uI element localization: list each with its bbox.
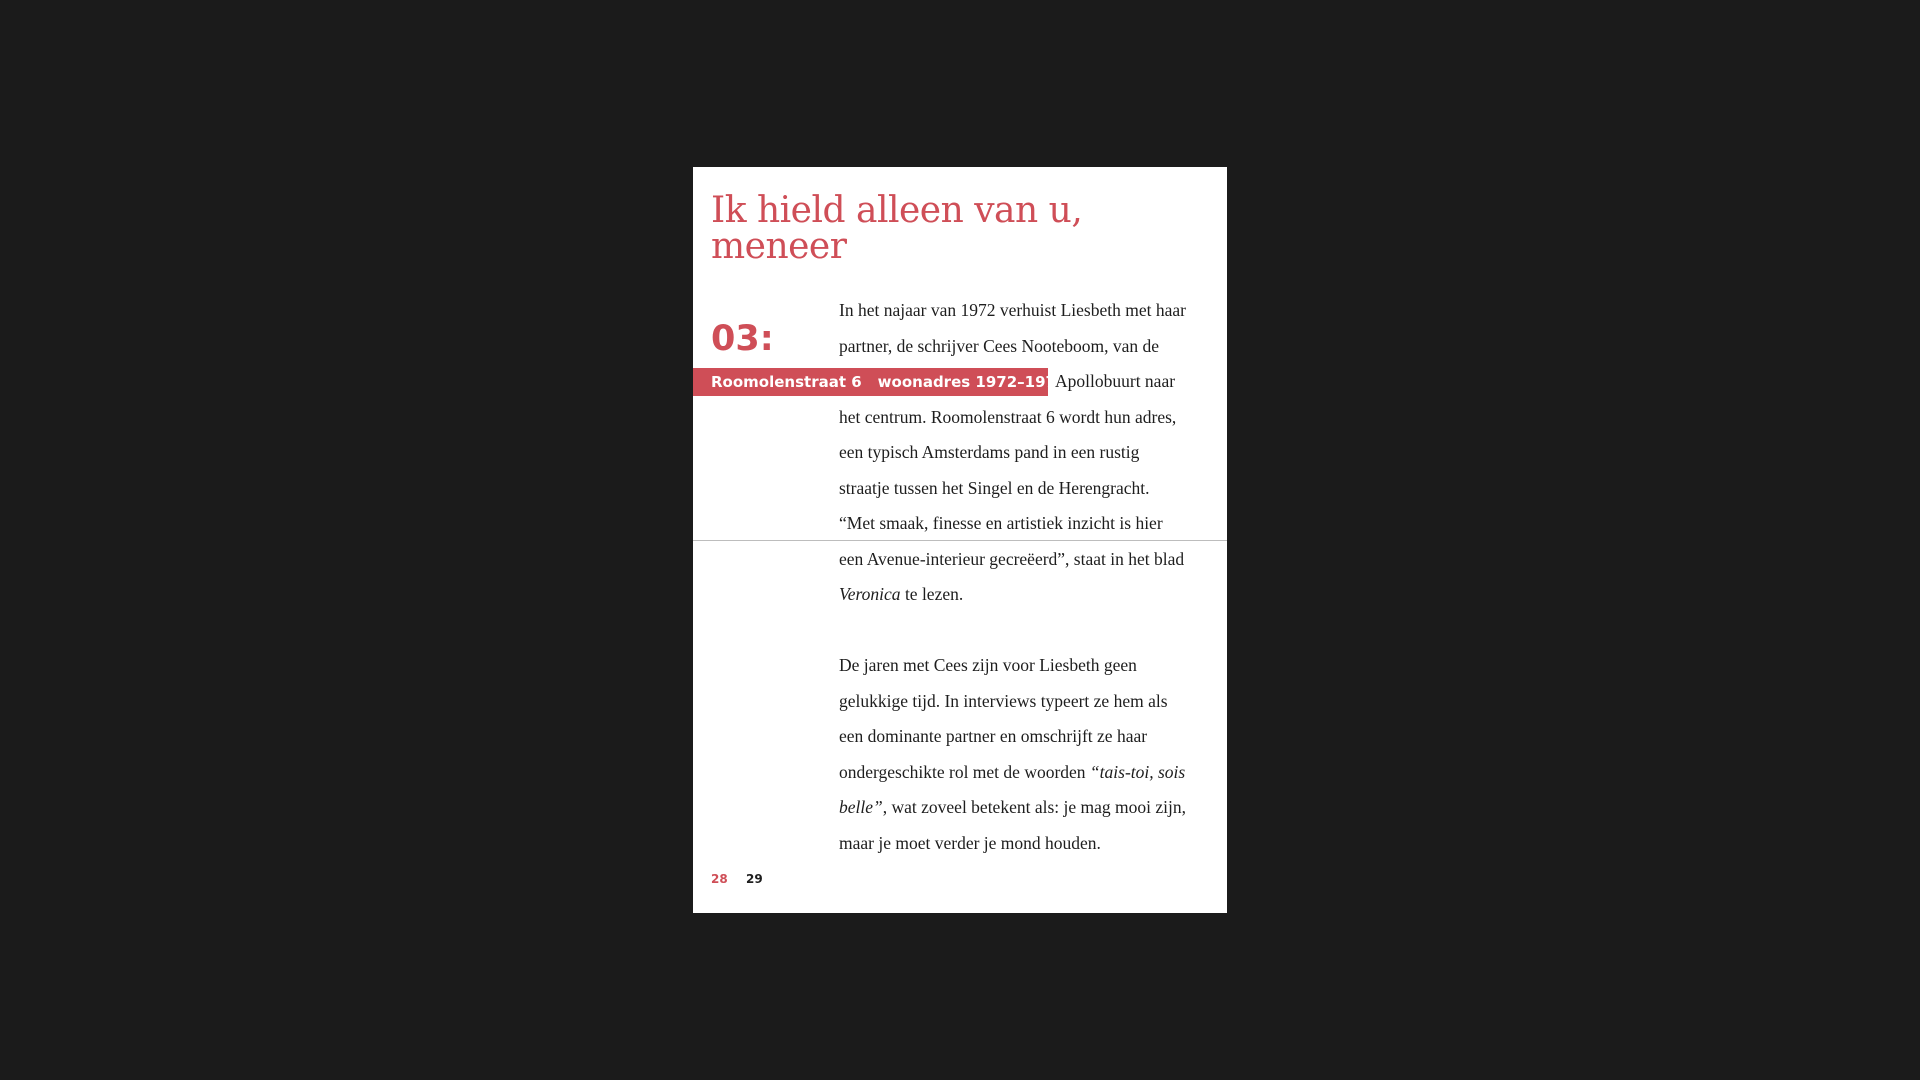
title-line-1: Ik hield alleen van u, — [711, 190, 1083, 231]
body-line: een Avenue-interieur gecreëerd”, staat in het blad — [839, 548, 1185, 569]
page-spread — [693, 167, 1227, 913]
label-street: Roomolenstraat 6 — [711, 373, 862, 391]
body-line: het centrum. Roomolenstraat 6 wordt hun adres, — [839, 406, 1177, 427]
title-line-2: meneer — [711, 226, 847, 267]
page-title — [711, 190, 1211, 267]
label-period: woonadres 1972–1979 — [877, 373, 1067, 391]
body-line: een dominante partner en omschrijft ze haar — [839, 726, 1148, 746]
body-line: “Met smaak, finesse en artistiek inzicht is hier — [839, 513, 1163, 533]
body-line: een typisch Amsterdams pand in een rustig — [839, 442, 1140, 462]
page-number-right: 29 — [746, 872, 763, 886]
body-line: gelukkige tijd. In interviews typeert ze hem als — [839, 690, 1168, 711]
body-fragment: ondergeschikte rol met de woorden — [839, 761, 1090, 782]
chapter-number: 03: — [711, 319, 774, 359]
body-line — [839, 577, 1217, 613]
paragraph-spacer — [839, 613, 1217, 649]
body-line — [839, 755, 1217, 791]
quote-italic: belle” — [839, 797, 883, 817]
body-text — [839, 293, 1217, 861]
body-fragment: , wat zoveel betekent als: je mag mooi zijn, — [882, 797, 1186, 817]
body-fragment: te lezen. — [900, 584, 964, 604]
magazine-title: Veronica — [839, 584, 901, 604]
body-line: partner, de schrijver Cees Nooteboom, van de — [839, 335, 1160, 356]
body-line: Apollobuurt naar — [1055, 371, 1176, 391]
quote-italic: “tais-toi, sois — [1089, 761, 1186, 782]
body-line: In het najaar van 1972 verhuist Liesbeth met haar — [839, 300, 1186, 320]
body-line — [839, 790, 1217, 826]
body-line: straatje tussen het Singel en de Herengracht. — [839, 477, 1150, 498]
body-line: De jaren met Cees zijn voor Liesbeth geen — [839, 655, 1137, 675]
page-number-left: 28 — [711, 872, 728, 886]
body-line: maar je moet verder je mond houden. — [839, 832, 1101, 853]
